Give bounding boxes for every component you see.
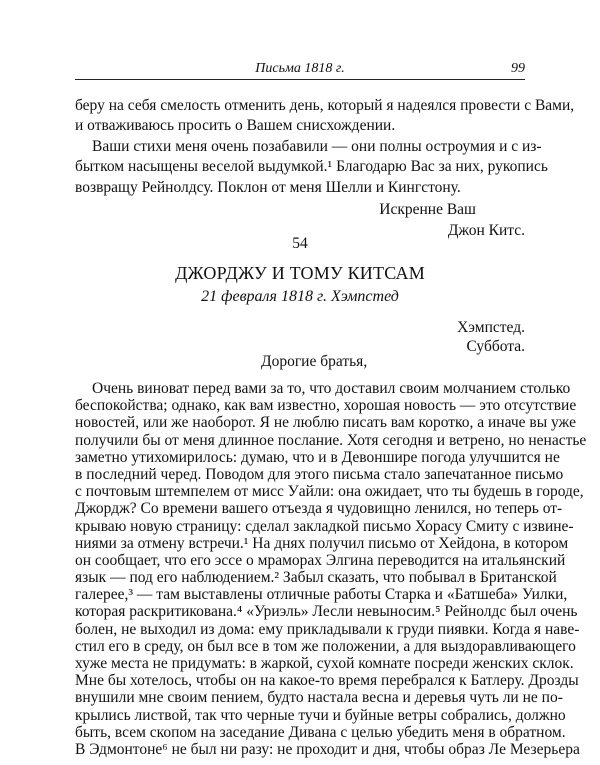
body-line: Джордж? Со времени вашего отъезда я чудовищно ленился, но теперь от- <box>75 500 563 517</box>
body-line: заметно утихомирилось: думаю, что и в Девоншире погода улучшится не <box>75 449 560 466</box>
body-line: которая раскритикована.⁴ «Уриэль» Лесли невыносим.⁵ Рейнолдс был очень <box>75 603 578 620</box>
page-number: 99 <box>511 61 525 76</box>
body-line: хуже места не придумать: в жаркой, сухой комнате посреди женских склок. <box>75 655 574 672</box>
salutation: Дорогие братья, <box>261 353 368 370</box>
letter-date: 21 февраля 1818 г. Хэмпстед <box>201 288 399 305</box>
body-line: получили бы от меня длинное послание. Хотя сегодня и ветрено, но ненастье <box>75 432 587 449</box>
letter-title: ДЖОРДЖУ И ТОМУ КИТСАМ <box>175 263 425 283</box>
letter-number: 54 <box>292 235 308 252</box>
body-line: болен, не выходил из дома: ему прикладывали к груди пиявки. Когда я наве- <box>75 621 580 638</box>
running-title: Письма 1818 г. <box>255 61 345 76</box>
text-line: Ваши стихи меня очень позабавили — они полны остроумия и с из- <box>92 138 542 155</box>
body-line: он сообщает, что его эссе о мраморах Элгина переводится на итальянский <box>75 552 566 569</box>
body-line: галерее,³ — там выставлены отличные работы Старка и «Батшеба» Уилки, <box>75 586 568 603</box>
closing: Искренне Ваш <box>379 201 476 218</box>
body-line: новостей, или же наоборот. Я не люблю писать вам коротко, а иначе вы уже <box>75 414 576 431</box>
body-line: Мне бы хотелось, чтобы он на какое-то время перебрался к Батлеру. Дрозды <box>75 672 579 689</box>
body-line: язык — под его наблюдением.² Забыл сказать, что побывал в Британской <box>75 569 557 586</box>
body-line: крылись листвой, так что черные тучи и буйные ветры собрались, должно <box>75 707 566 724</box>
body-line: в последний черед. Поводом для этого письма стало запечатанное письмо <box>75 466 564 483</box>
letter-day: Суббота. <box>466 338 525 355</box>
text-line: и отваживаюсь просить о Вашем снисхождении. <box>75 117 396 134</box>
body-line: внушили мне своим пением, будто настала весна и деревья чуть ли не по- <box>75 689 563 706</box>
signature: Джон Китс. <box>447 222 525 239</box>
text-line: бытком насыщены веселой выдумкой.¹ Благодарю Вас за них, рукопись <box>75 158 548 175</box>
running-header <box>75 61 525 80</box>
text-line: беру на себя смелость отменить день, который я надеялся провести с Вами, <box>75 97 575 114</box>
body-line: Очень виноват перед вами за то, что доставил своим молчанием столько <box>92 380 571 397</box>
body-line: крываю новую страницу: сделал закладкой письмо Хорасу Смиту с извине- <box>75 518 574 535</box>
body-line: беспокойства; однако, как вам известно, хорошая новость — это отсутствие <box>75 397 577 414</box>
letter-place: Хэмпстед. <box>457 319 525 336</box>
body-line: с почтовым штемпелем от мисс Уайли: она ожидает, что ты будешь в городе, <box>75 483 584 500</box>
body-line: ниями за отмену встречи.¹ На днях получил письмо от Хейдона, в котором <box>75 535 569 552</box>
body-line: В Эдмонтоне⁶ не был ни разу: не проходит и дня, чтобы образ Ле Мезерьера <box>75 741 580 758</box>
body-line: быть, всем скопом на заседание Дивана с целью убедить меня в обратном. <box>75 724 566 741</box>
body-line: стил его в среду, он был все в том же положении, а для выздоравливающего <box>75 638 576 655</box>
text-line: возвращу Рейнолдсу. Поклон от меня Шелли и Кингстону. <box>75 179 461 196</box>
